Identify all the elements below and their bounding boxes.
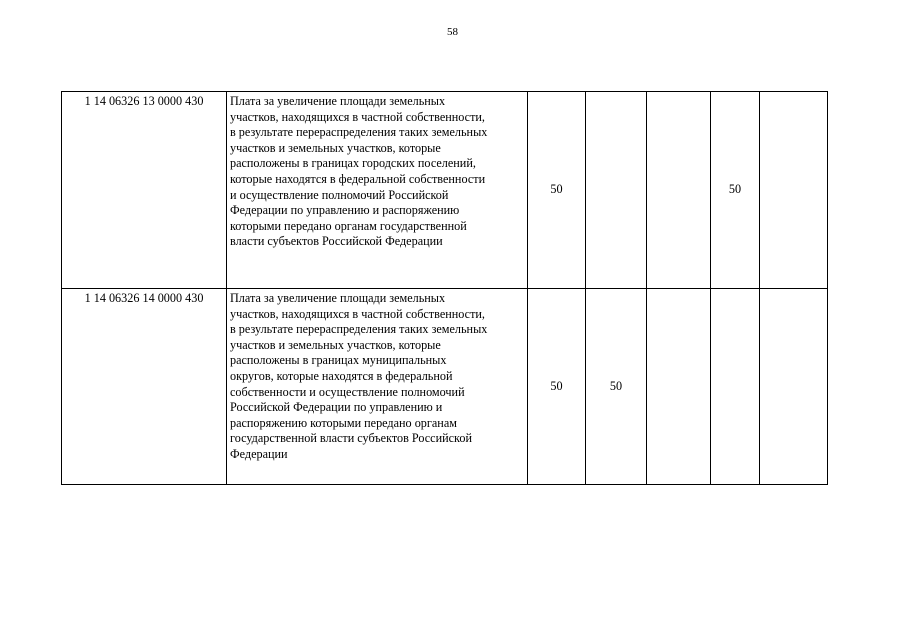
- name-line: государственной власти субъектов Российской: [230, 431, 472, 446]
- name-line: Федерации по управлению и распоряжению: [230, 203, 460, 218]
- name-line: Плата за увеличение площади земельных: [230, 94, 446, 108]
- classification-code: 1 14 06326 13 0000 430: [62, 92, 227, 289]
- income-name: [227, 289, 528, 485]
- name-line: и осуществление полномочий Российской: [230, 187, 449, 202]
- name-line: Федерации: [230, 446, 288, 461]
- budget-table: [61, 91, 828, 485]
- value-cell-2: 50: [586, 289, 647, 485]
- name-line: участков, находящихся в частной собственности,: [230, 109, 485, 124]
- name-line: в результате перераспределения таких земельных: [230, 125, 488, 140]
- name-line: Плата за увеличение площади земельных: [230, 291, 446, 305]
- value-cell-3: [647, 289, 711, 485]
- name-line: расположены в границах муниципальных: [230, 353, 447, 368]
- value-cell-4: [711, 289, 760, 485]
- value-cell-1: 50: [528, 289, 586, 485]
- page-number: 58: [447, 26, 458, 38]
- value-cell-5: [760, 289, 828, 485]
- classification-code: 1 14 06326 14 0000 430: [62, 289, 227, 485]
- value-cell-2: [586, 92, 647, 289]
- name-line: Российской Федерации по управлению и: [230, 400, 443, 415]
- table-row: [62, 289, 828, 485]
- name-line: распоряжению которыми передано органам: [230, 415, 457, 430]
- value-cell-1: 50: [528, 92, 586, 289]
- name-line: расположены в границах городских поселений,: [230, 156, 476, 171]
- name-line: в результате перераспределения таких земельных: [230, 322, 488, 337]
- name-line: участков и земельных участков, которые: [230, 140, 441, 155]
- name-line: округов, которые находятся в федеральной: [230, 368, 453, 383]
- value-cell-5: [760, 92, 828, 289]
- name-line: которыми передано органам государственной: [230, 218, 467, 233]
- name-line: участков, находящихся в частной собственности,: [230, 306, 485, 321]
- table-row: [62, 92, 828, 289]
- name-line: власти субъектов Российской Федерации: [230, 234, 443, 249]
- name-line: которые находятся в федеральной собственности: [230, 171, 486, 186]
- value-cell-4: 50: [711, 92, 760, 289]
- name-line: участков и земельных участков, которые: [230, 337, 441, 352]
- value-cell-3: [647, 92, 711, 289]
- income-name: [227, 92, 528, 289]
- name-line: собственности и осуществление полномочий: [230, 384, 465, 399]
